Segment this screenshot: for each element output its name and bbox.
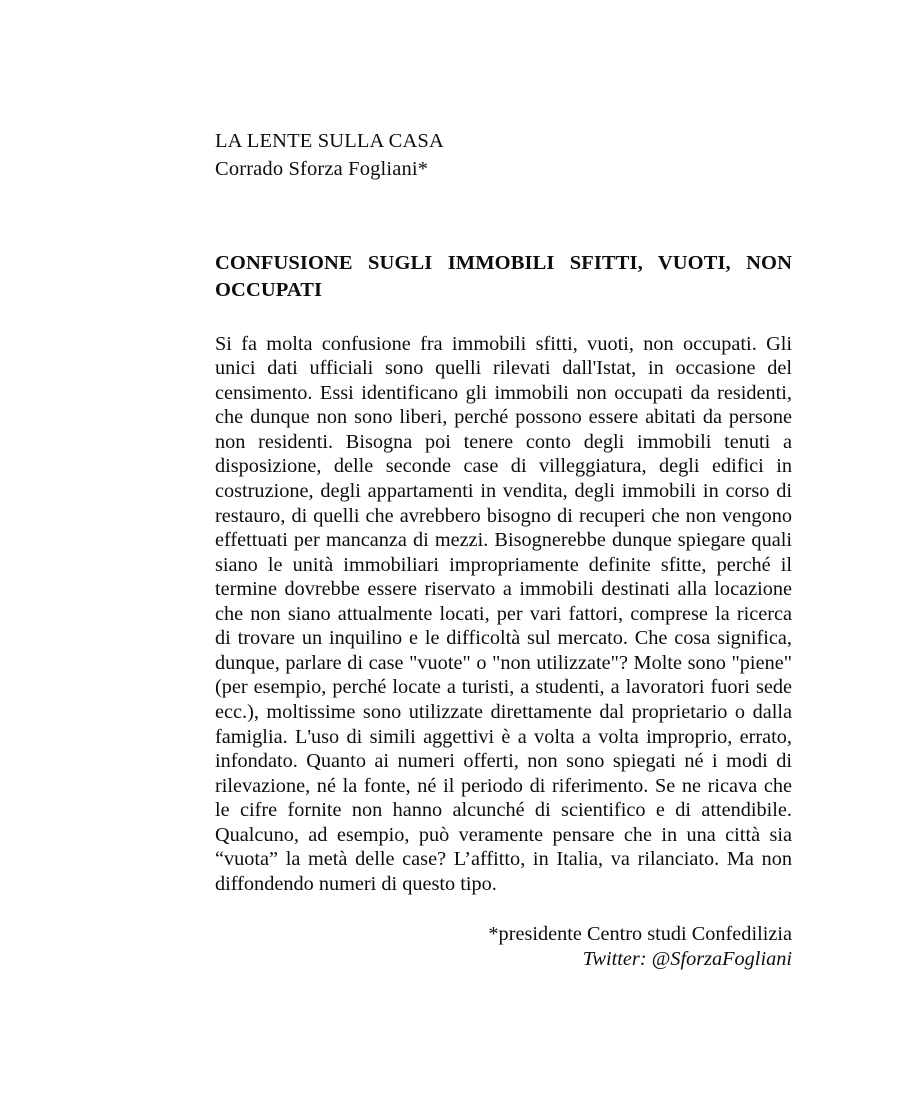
article-heading: CONFUSIONE SUGLI IMMOBILI SFITTI, VUOTI, NON OCCUPATI [215, 252, 792, 301]
author-twitter-handle: Twitter: @SforzaFogliani [582, 947, 792, 970]
article-body [215, 332, 792, 897]
text-column [215, 128, 792, 972]
masthead [215, 128, 792, 182]
body-paragraph: Si fa molta confusione fra immobili sfitti, vuoti, non occupati. Gli unici dati ufficiali sono quelli rilevati dall'Istat, in occasione del censimento. Essi identificano gli immobili non occupati da residenti, che dunque non sono liberi, perché possono essere abitati da persone non residenti. Bisogna poi tenere conto degli immobili tenuti a disposizione, delle seconde case di villeggiatura, degli edifici in costruzione, degli appartamenti in vendita, degli immobili in corso di restauro, di quelli che avrebbero bisogno di recuperi che non vengono effettuati per mancanza di mezzi. Bisognerebbe dunque spiegare quali siano le unità immobiliari impropriamente definite sfitte, perché il termine dovrebbe essere riservato a immobili destinati alla locazione che non siano attualmente locati, per vari fattori, comprese la ricerca di trovare un inquilino e le difficoltà sul mercato. Che cosa significa, dunque, parlare di case "vuote" o "non utilizzate"? Molte sono "piene" (per esempio, perché locate a turisti, a studenti, a lavoratori fuori sede ecc.), moltissime sono utilizzate direttamente dal proprietario o dalla famiglia. L'uso di simili aggettivi è a volta a volta improprio, errato, infondato. Quanto ai numeri offerti, non sono spiegati né i modi di rilevazione, né la fonte, né il periodo di riferimento. Se ne ricava che le cifre fornite non hanno alcunché di scientifico e di attendibile. Qualcuno, ad esempio, può veramente pensare che in una città sia “vuota” la metà delle case? L’affitto, in Italia, va rilanciato. Ma non diffondendo numeri di questo tipo. [215, 332, 792, 895]
signature-block [215, 922, 792, 971]
column-kicker: LA LENTE SULLA CASA [215, 130, 444, 152]
author-affiliation: *presidente Centro studi Confedilizia [488, 923, 792, 946]
author-byline: Corrado Sforza Fogliani* [215, 157, 429, 180]
